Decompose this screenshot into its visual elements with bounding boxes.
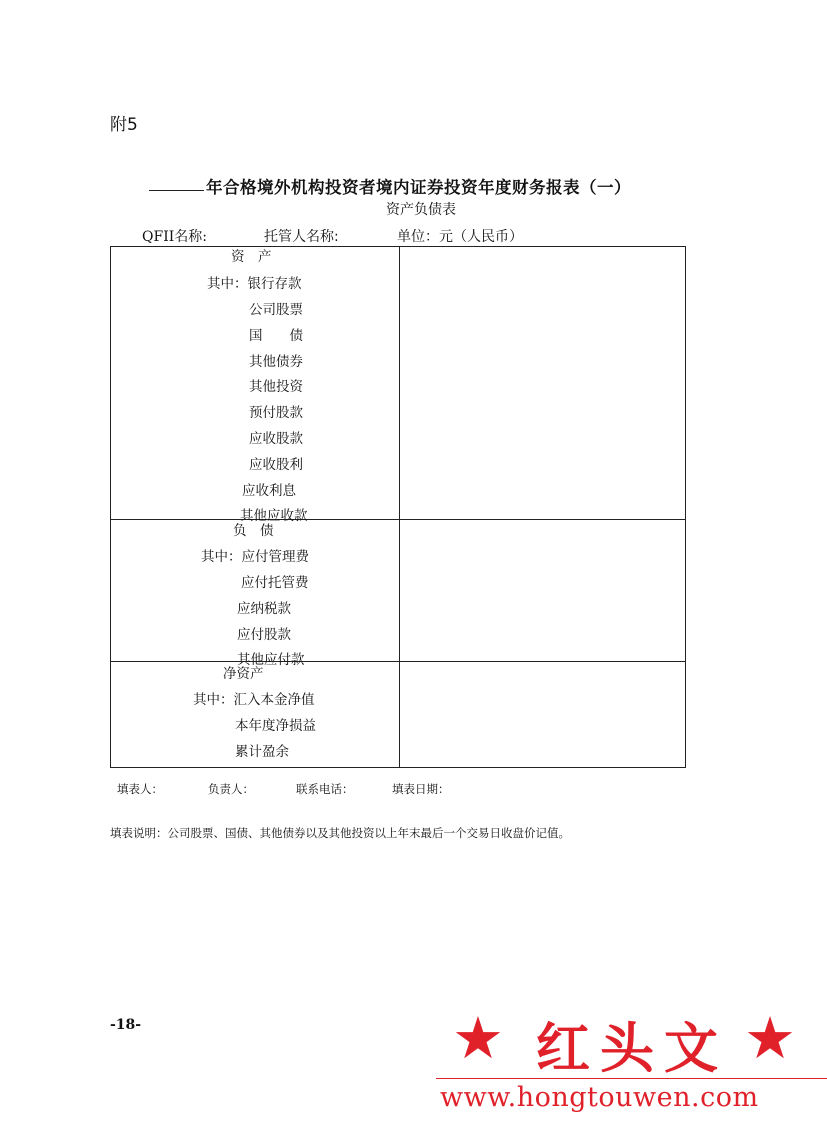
asset-item: 应收股利	[249, 457, 303, 473]
asset-item: 应收利息	[242, 483, 296, 499]
filling-note: 填表说明：公司股票、国债、其他债券以及其他投资以上年末最后一个交易日收盘价记值。	[110, 826, 570, 840]
star-icon: ★	[744, 1004, 796, 1072]
balance-sheet-table	[110, 246, 686, 768]
date-label: 填表日期：	[392, 782, 450, 796]
asset-item: 其他应收款	[240, 508, 308, 524]
page-number: -18-	[110, 1017, 142, 1033]
watermark	[436, 1004, 827, 1116]
assets-header: 资 产	[231, 249, 272, 265]
title-year-blank	[149, 190, 204, 191]
watermark-text: 红头文	[536, 1016, 728, 1080]
net-asset-item: 累计盈余	[235, 744, 289, 760]
net-asset-item: 本年度净损益	[235, 718, 316, 734]
report-title: 年合格境外机构投资者境内证券投资年度财务报表（一）	[206, 178, 631, 197]
asset-item: 其他投资	[249, 379, 303, 395]
appendix-label: 附5	[110, 115, 138, 135]
responsible-label: 负责人：	[208, 782, 254, 796]
phone-label: 联系电话：	[296, 782, 354, 796]
section-divider-net-assets	[111, 661, 685, 662]
net-assets-header: 净资产	[223, 666, 264, 682]
liability-item: 应纳税款	[237, 601, 291, 617]
qfii-name-label: QFII名称:	[142, 229, 207, 245]
net-asset-item: 其中：汇入本金净值	[193, 692, 315, 708]
asset-item: 其中：银行存款	[207, 276, 302, 292]
signature-row	[117, 781, 450, 797]
liabilities-header: 负 债	[233, 523, 274, 539]
asset-item: 应收股款	[249, 431, 303, 447]
liability-item: 其他应付款	[237, 652, 305, 668]
asset-item: 预付股款	[249, 405, 303, 421]
asset-item: 公司股票	[249, 302, 303, 318]
section-divider-liabilities	[111, 519, 685, 520]
liability-item: 应付托管费	[241, 575, 309, 591]
column-divider	[399, 247, 400, 767]
custodian-label: 托管人名称:	[264, 229, 339, 245]
watermark-url: www.hongtouwen.com	[440, 1082, 759, 1113]
filler-label: 填表人：	[117, 782, 163, 796]
asset-item: 国 债	[249, 328, 303, 344]
liability-item: 应付股款	[237, 627, 291, 643]
meta-row	[142, 226, 523, 246]
liability-item: 其中：应付管理费	[201, 549, 309, 565]
asset-item: 其他债券	[249, 354, 303, 370]
star-icon: ★	[452, 1004, 504, 1072]
unit-label: 单位：元（人民币）	[397, 229, 523, 245]
watermark-divider	[436, 1078, 827, 1079]
report-subtitle: 资产负债表	[386, 202, 456, 218]
